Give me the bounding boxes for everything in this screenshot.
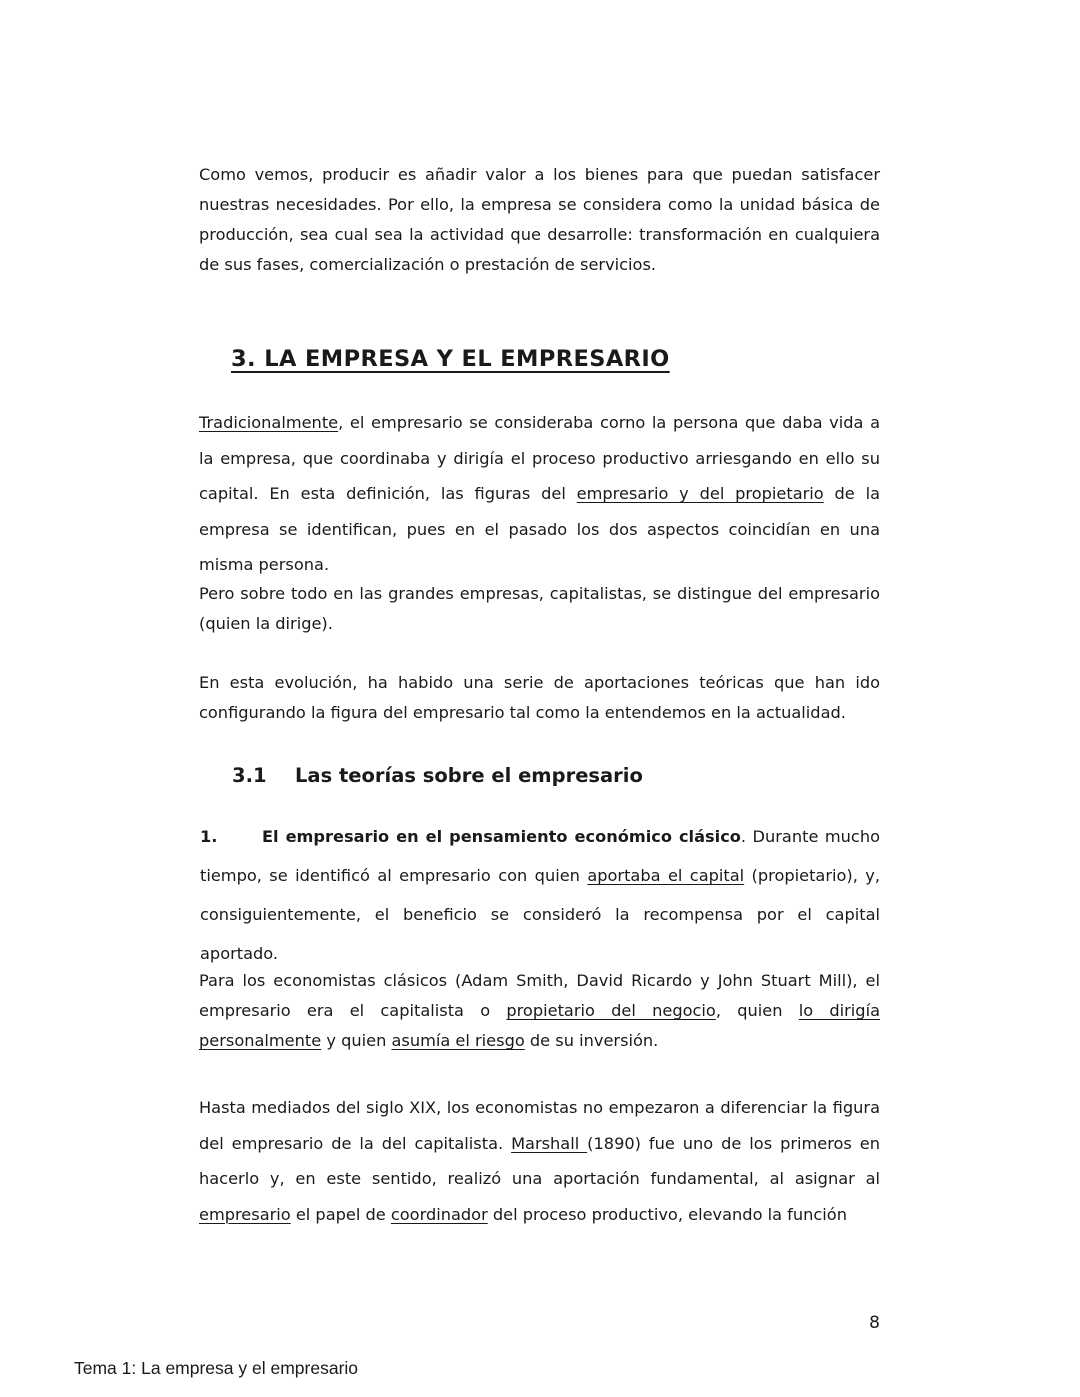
text-run: de su inversión. xyxy=(524,1031,659,1050)
list-item xyxy=(200,817,880,973)
text-run: , quien xyxy=(715,1001,799,1020)
underlined-term: Tradicionalmente xyxy=(199,413,339,432)
text-run: Hasta mediados del siglo XIX, los economistas no empezaron a diferenciar la figura del empresario de la del capitalista. xyxy=(199,1098,880,1153)
page-number: 8 xyxy=(869,1313,880,1333)
text-run: de la empresa se identifican, pues en el pasado los dos aspectos coincidían en una misma persona. xyxy=(199,484,880,574)
paragraph-text: Como vemos, producir es añadir valor a los bienes para que puedan satisfacer nuestras necesidades. Por ello, la empresa se considera como la unidad básica de producción, sea cual sea la actividad que desarrolle: transformación en cualquiera de sus fases, comercialización o prestación de servicios. xyxy=(199,165,880,274)
underlined-term: empresario xyxy=(199,1204,291,1224)
text-run: . Durante mucho tiempo, se identificó al empresario con quien xyxy=(200,827,880,885)
paragraph-text: Pero sobre todo en las grandes empresas, capitalistas, se distingue del empresario (quien la dirige). xyxy=(199,584,880,633)
paragraph-classical-economists xyxy=(199,966,880,1056)
text-run: y quien xyxy=(321,1031,392,1050)
text-run: Para los economistas clásicos (Adam Smith, David Ricardo y John Stuart Mill), el empresario era el capitalista o xyxy=(199,971,880,1020)
text-run: el papel de xyxy=(290,1204,391,1224)
paragraph-marshall xyxy=(199,1090,880,1232)
text-run: del proceso productivo, elevando la función xyxy=(487,1204,847,1224)
list-item-number: 1. xyxy=(200,827,218,846)
paragraph-evolution xyxy=(199,668,880,728)
underlined-term: propietario del negocio xyxy=(506,1001,716,1020)
paragraph-text xyxy=(199,405,880,583)
paragraph-text xyxy=(199,966,880,1056)
underlined-term: personalmente xyxy=(199,1031,322,1050)
subsection-heading xyxy=(232,764,643,787)
underlined-term: coordinador xyxy=(390,1204,488,1224)
underlined-term: Marshall xyxy=(511,1133,588,1153)
intro-paragraph xyxy=(199,160,880,280)
text-run: (propietario), y, consiguientemente, el beneficio se consideró la recompensa por el capital aportado. xyxy=(200,866,880,963)
paragraph-traditional xyxy=(199,405,880,583)
list-item-title: El empresario en el pensamiento económico clásico xyxy=(262,827,741,846)
underlined-term: aportaba el capital xyxy=(587,866,745,885)
page-footer: Tema 1: La empresa y el empresario xyxy=(74,1358,359,1378)
text-run: , el empresario se consideraba corno la persona que daba vida a la empresa, que coordinaba y dirigía el proceso productivo arriesgando en ello su capital. En esta definición, las figuras del xyxy=(199,413,880,503)
subsection-number: 3.1 xyxy=(232,764,267,787)
text-run: (1890) fue uno de los primeros en hacerlo y, en este sentido, realizó una aportación fundamental, al asignar al xyxy=(199,1133,881,1188)
paragraph-text xyxy=(199,1090,880,1232)
section-heading: 3. LA EMPRESA Y EL EMPRESARIO xyxy=(231,346,670,372)
underlined-term: lo dirigía xyxy=(798,1001,880,1020)
underlined-term: asumía el riesgo xyxy=(391,1031,525,1050)
paragraph-large-companies xyxy=(199,579,880,639)
paragraph-text: En esta evolución, ha habido una serie de aportaciones teóricas que han ido configurando la figura del empresario tal como la entendemos en la actualidad. xyxy=(199,673,880,722)
underlined-term: empresario y del propietario xyxy=(576,484,824,503)
subsection-title: Las teorías sobre el empresario xyxy=(295,764,643,787)
